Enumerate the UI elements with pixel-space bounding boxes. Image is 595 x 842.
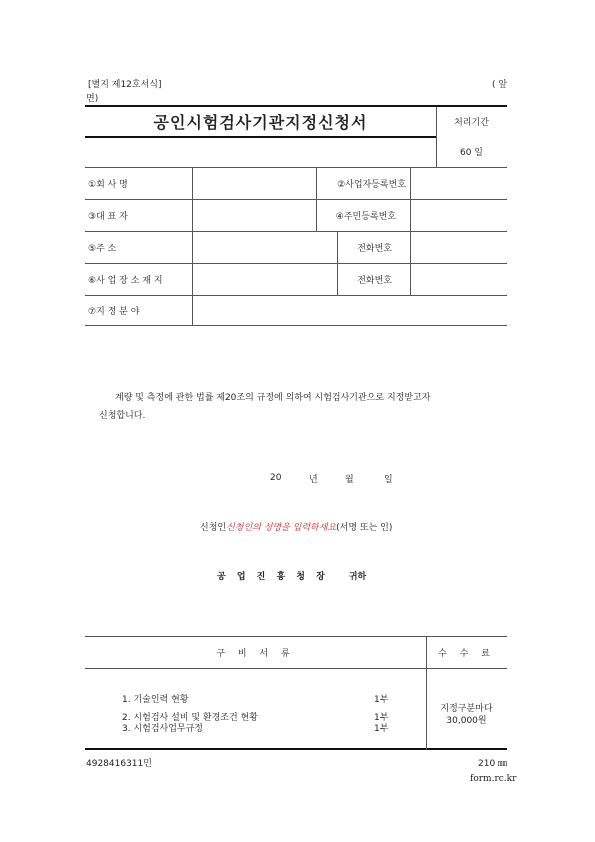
date-year-label: 년: [309, 474, 318, 485]
resident-reg-no-label: ④주민등록번호: [335, 211, 396, 222]
statement-line-1: 계량 및 측정에 관한 법률 제20조의 규정에 의하여 시험검사기관으로 지정받고자: [115, 392, 431, 403]
address-input[interactable]: [192, 231, 337, 263]
designation-field-label: ⑦지 정 분 야: [88, 306, 140, 317]
applicant-prefix: 신청인: [200, 522, 227, 533]
company-name-input[interactable]: [192, 167, 316, 199]
application-form: [85, 105, 507, 750]
required-documents-header: 구 비 서 류: [216, 648, 295, 659]
title-underline: [85, 136, 436, 138]
form-number: [별지 제12호서식]: [88, 80, 162, 90]
date-month-label: 월: [345, 474, 354, 485]
document-item-label: 2. 시험검사 설비 및 환경조건 현황: [122, 712, 258, 723]
processing-period-value: 60 일: [459, 148, 483, 158]
workplace-label: ⑥사 업 장 소 재 지: [88, 275, 163, 286]
applicant-signature-note: (서명 또는 인): [336, 522, 393, 533]
resident-reg-no-input[interactable]: [410, 199, 507, 231]
document-item-label: 1. 기술인력 현황: [122, 694, 189, 705]
recipient-line: [217, 568, 366, 582]
form-code: 4928416311민: [86, 759, 152, 769]
fee-header: 수 수 료: [438, 648, 495, 659]
workplace-phone-label: 전화번호: [357, 275, 392, 286]
row-line: [85, 668, 507, 669]
document-item-count: 1부: [374, 723, 389, 734]
document-item-label: 3. 시험검사업무규정: [122, 723, 204, 734]
date-day-label: 일: [384, 474, 393, 485]
applicant-line: [200, 519, 392, 533]
page-side-label-cont: 면): [86, 94, 99, 104]
statement-line-2: 신청합니다.: [99, 410, 146, 421]
representative-input[interactable]: [192, 199, 316, 231]
recipient-suffix: 귀하: [348, 571, 367, 582]
business-reg-no-label: ②사업자등록번호: [337, 179, 406, 190]
form-title: 공인시험검사기관지정신청서: [153, 113, 368, 132]
company-name-label: ①회 사 명: [88, 179, 128, 190]
address-phone-input[interactable]: [410, 231, 507, 263]
address-label: ⑤주 소: [88, 243, 117, 254]
paper-size: 210 ㎜: [478, 759, 508, 769]
fee-line-1: 지정구분마다: [440, 703, 493, 714]
site-url[interactable]: form.rc.kr: [470, 774, 517, 784]
recipient-name: 공 업 진 흥 청 장: [217, 571, 329, 582]
designation-field-input[interactable]: [192, 295, 507, 325]
applicant-name-input[interactable]: 신청인의 성명을 입력하세요: [226, 522, 337, 533]
business-reg-no-input[interactable]: [410, 167, 507, 199]
row-line: [85, 325, 507, 326]
document-item-count: 1부: [374, 712, 389, 723]
page-side-label: ( 앞: [492, 80, 508, 90]
document-item-count: 1부: [374, 694, 389, 705]
fee-line-2: 30,000원: [446, 715, 487, 726]
date-year-prefix: 20: [270, 473, 282, 483]
address-phone-label: 전화번호: [357, 243, 392, 254]
workplace-input[interactable]: [192, 263, 337, 295]
representative-label: ③대 표 자: [88, 211, 128, 222]
processing-period-label: 처리기간: [454, 118, 489, 128]
workplace-phone-input[interactable]: [410, 263, 507, 295]
